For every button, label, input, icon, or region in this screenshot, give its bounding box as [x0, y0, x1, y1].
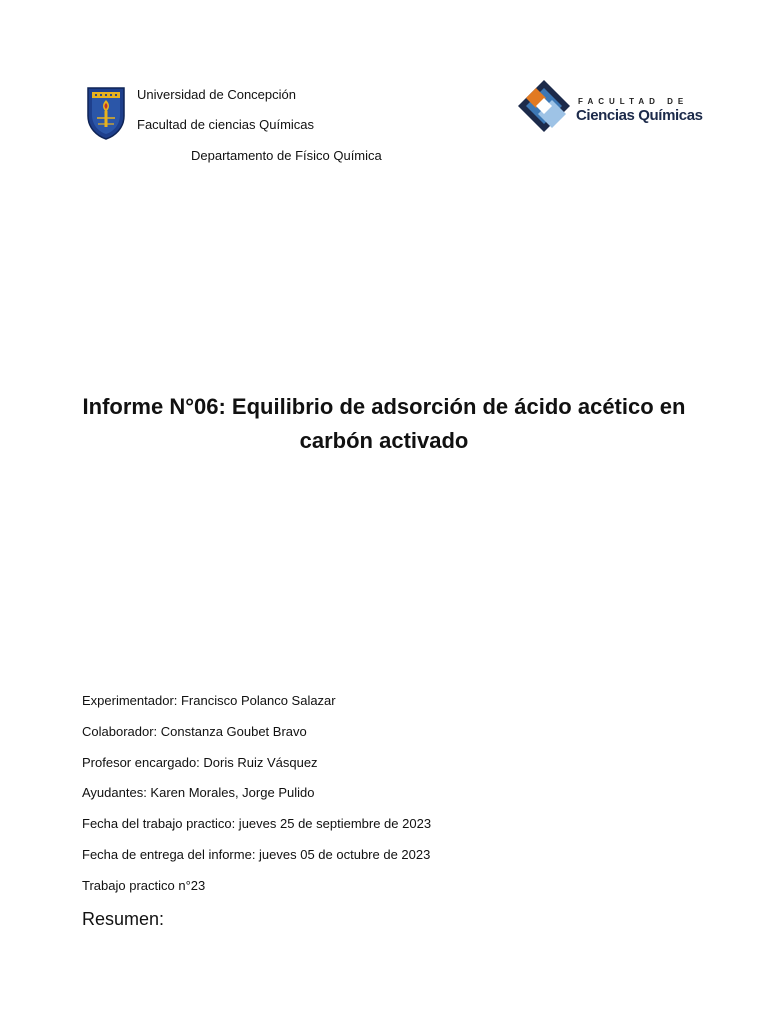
report-title-line-1: Informe N°06: Equilibrio de adsorción de ácido acético en [82, 394, 686, 419]
report-title [60, 390, 708, 458]
experimenter-line: Experimentador: Francisco Polanco Salazar [82, 693, 336, 708]
university-name: Universidad de Concepción [137, 87, 296, 102]
report-title-line-2: carbón activado [299, 428, 469, 453]
practical-date-line: Fecha del trabajo practico: jueves 25 de septiembre de 2023 [82, 816, 432, 831]
faculty-logo-mark-icon [518, 80, 570, 132]
collaborator-line: Colaborador: Constanza Goubet Bravo [82, 724, 307, 739]
summary-heading: Resumen: [82, 909, 165, 929]
professor-line: Profesor encargado: Doris Ruiz Vásquez [82, 755, 318, 770]
practical-number-line: Trabajo practico n°23 [82, 878, 206, 893]
faculty-logo-big-text: Ciencias Químicas [576, 107, 703, 124]
faculty-logo-small-text: FACULTAD DE [578, 97, 689, 106]
university-crest-icon [86, 86, 126, 140]
department-name: Departamento de Físico Química [191, 148, 382, 163]
delivery-date-line: Fecha de entrega del informe: jueves 05 de octubre de 2023 [82, 847, 431, 862]
assistants-line: Ayudantes: Karen Morales, Jorge Pulido [82, 785, 315, 800]
faculty-name: Facultad de ciencias Químicas [137, 117, 315, 132]
faculty-logo [516, 78, 708, 140]
